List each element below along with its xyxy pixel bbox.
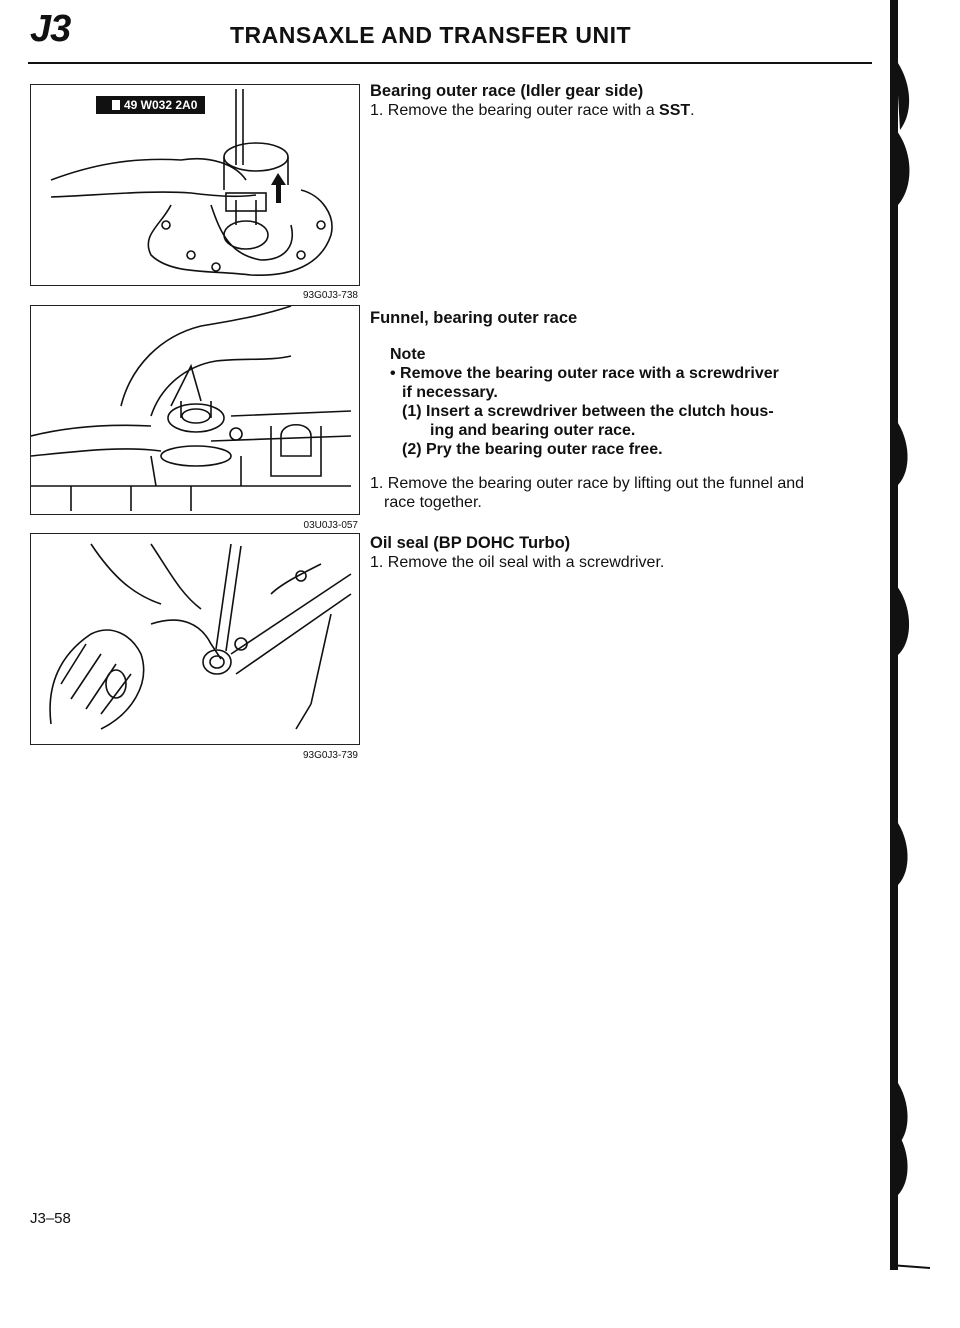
section-bearing-outer-race xyxy=(370,82,880,120)
bearing-race-sst-illustration xyxy=(31,85,359,285)
step-text: 1. Remove the oil seal with a screwdriver. xyxy=(370,554,665,571)
badge-marker-icon xyxy=(112,100,120,110)
note-bullet: • Remove the bearing outer race with a screwdriver xyxy=(390,365,779,382)
step-text: 1. Remove the bearing outer race with a SST. xyxy=(370,102,695,119)
figure-1 xyxy=(30,84,360,286)
page-title: TRANSAXLE AND TRANSFER UNIT xyxy=(230,22,632,48)
section-oil-seal xyxy=(370,534,880,572)
up-arrow-icon xyxy=(271,173,286,203)
header-rule xyxy=(28,62,872,64)
note-step-2: (2) Pry the bearing outer race free. xyxy=(402,441,663,458)
oil-seal-screwdriver-illustration xyxy=(31,534,359,744)
note-step-1: (1) Insert a screwdriver between the clutch hous- xyxy=(402,403,774,420)
section-code: J3 xyxy=(30,8,71,50)
note-label: Note xyxy=(390,346,426,363)
figure-3-code: 93G0J3-739 xyxy=(302,750,358,761)
page-number: J3–58 xyxy=(30,1210,71,1227)
note-step-1-continued: ing and bearing outer race. xyxy=(430,422,636,439)
step-text: 1. Remove the bearing outer race by lifting out the funnel and xyxy=(370,475,805,492)
section-heading: Bearing outer race (Idler gear side) xyxy=(370,82,644,100)
funnel-bearing-race-illustration xyxy=(31,306,359,514)
step-text-continued: race together. xyxy=(384,494,482,511)
section-funnel-bearing-outer-race xyxy=(370,309,880,512)
figure-3 xyxy=(30,533,360,745)
tool-number-badge: 49 W032 2A0 xyxy=(96,96,205,114)
section-heading: Oil seal (BP DOHC Turbo) xyxy=(370,534,571,552)
binding-edge-marks xyxy=(870,0,960,1290)
section-heading: Funnel, bearing outer race xyxy=(370,309,578,327)
figure-2 xyxy=(30,305,360,515)
figure-1-code: 93G0J3-738 xyxy=(302,290,358,301)
figure-2-code: 03U0J3-057 xyxy=(303,520,358,531)
note-bullet-continued: if necessary. xyxy=(402,384,498,401)
